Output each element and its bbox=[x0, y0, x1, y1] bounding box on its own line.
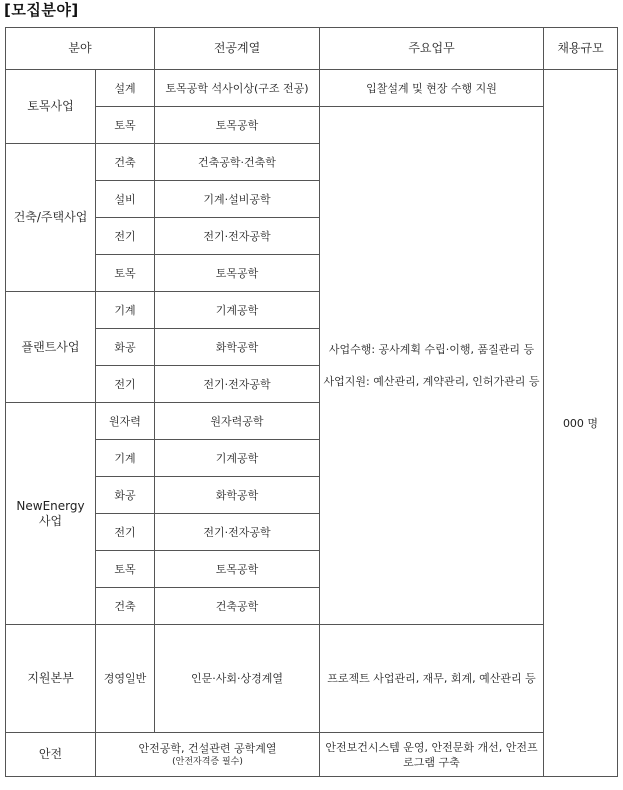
duties-cell: 프로젝트 사업관리, 재무, 회계, 예산관리 등 bbox=[320, 625, 544, 733]
table-row bbox=[6, 625, 618, 733]
major-cell: 전기·전자공학 bbox=[155, 514, 320, 551]
field-cell: 전기 bbox=[96, 218, 155, 255]
division-safety: 안전 bbox=[6, 733, 96, 777]
major-cell: 기계공학 bbox=[155, 292, 320, 329]
safety-major: 안전공학, 건설관련 공학계열 bbox=[138, 741, 277, 755]
major-cell: 화학공학 bbox=[155, 329, 320, 366]
field-cell: 설계 bbox=[96, 70, 155, 107]
major-cell: 토목공학 석사이상(구조 전공) bbox=[155, 70, 320, 107]
division-building: 건축/주택사업 bbox=[6, 144, 96, 292]
page-title: [모집분야] bbox=[4, 1, 79, 19]
major-cell: 토목공학 bbox=[155, 551, 320, 588]
table-row bbox=[6, 70, 618, 107]
major-cell: 토목공학 bbox=[155, 107, 320, 144]
field-cell: 토목 bbox=[96, 107, 155, 144]
field-cell: 화공 bbox=[96, 477, 155, 514]
table-row bbox=[6, 733, 618, 777]
field-cell: 원자력 bbox=[96, 403, 155, 440]
major-cell: 화학공학 bbox=[155, 477, 320, 514]
major-cell: 기계·설비공학 bbox=[155, 181, 320, 218]
headcount-cell: 000 명 bbox=[544, 70, 618, 777]
field-cell: 전기 bbox=[96, 514, 155, 551]
duties-line-execution: 사업수행: 공사계획 수립·이행, 품질관리 등 bbox=[328, 343, 535, 356]
field-cell: 토목 bbox=[96, 255, 155, 292]
duties-cell: 입찰설계 및 현장 수행 지원 bbox=[320, 70, 544, 107]
major-cell: 전기·전자공학 bbox=[155, 218, 320, 255]
major-cell: 토목공학 bbox=[155, 255, 320, 292]
recruitment-table bbox=[5, 27, 618, 777]
field-cell: 건축 bbox=[96, 588, 155, 625]
major-cell: 건축공학 bbox=[155, 588, 320, 625]
header-division: 분야 bbox=[6, 28, 155, 70]
major-cell: 인문·사회·상경계열 bbox=[155, 625, 320, 733]
field-cell: 토목 bbox=[96, 551, 155, 588]
division-newenergy-line1: NewEnergy bbox=[16, 498, 85, 513]
major-cell: 원자력공학 bbox=[155, 403, 320, 440]
major-cell bbox=[96, 733, 320, 777]
division-newenergy-line2: 사업 bbox=[38, 513, 63, 528]
safety-major-note: (안전자격증 필수) bbox=[172, 756, 243, 767]
field-cell: 설비 bbox=[96, 181, 155, 218]
header-duties: 주요업무 bbox=[320, 28, 544, 70]
field-cell: 기계 bbox=[96, 292, 155, 329]
division-support: 지원본부 bbox=[6, 625, 96, 733]
table-row bbox=[6, 107, 618, 144]
major-cell: 건축공학·건축학 bbox=[155, 144, 320, 181]
field-cell: 기계 bbox=[96, 440, 155, 477]
header-headcount: 채용규모 bbox=[544, 28, 618, 70]
field-cell: 경영일반 bbox=[96, 625, 155, 733]
field-cell: 전기 bbox=[96, 366, 155, 403]
division-plant: 플랜트사업 bbox=[6, 292, 96, 403]
major-cell: 전기·전자공학 bbox=[155, 366, 320, 403]
major-cell: 기계공학 bbox=[155, 440, 320, 477]
header-row bbox=[6, 28, 618, 70]
field-cell: 화공 bbox=[96, 329, 155, 366]
division-newenergy bbox=[6, 403, 96, 625]
field-cell: 건축 bbox=[96, 144, 155, 181]
header-major: 전공계열 bbox=[155, 28, 320, 70]
duties-line-support: 사업지원: 예산관리, 계약관리, 인허가관리 등 bbox=[323, 375, 540, 388]
duties-cell: 안전보건시스템 운영, 안전문화 개선, 안전프로그램 구축 bbox=[320, 733, 544, 777]
shared-duties-cell bbox=[320, 107, 544, 625]
division-civil: 토목사업 bbox=[6, 70, 96, 144]
